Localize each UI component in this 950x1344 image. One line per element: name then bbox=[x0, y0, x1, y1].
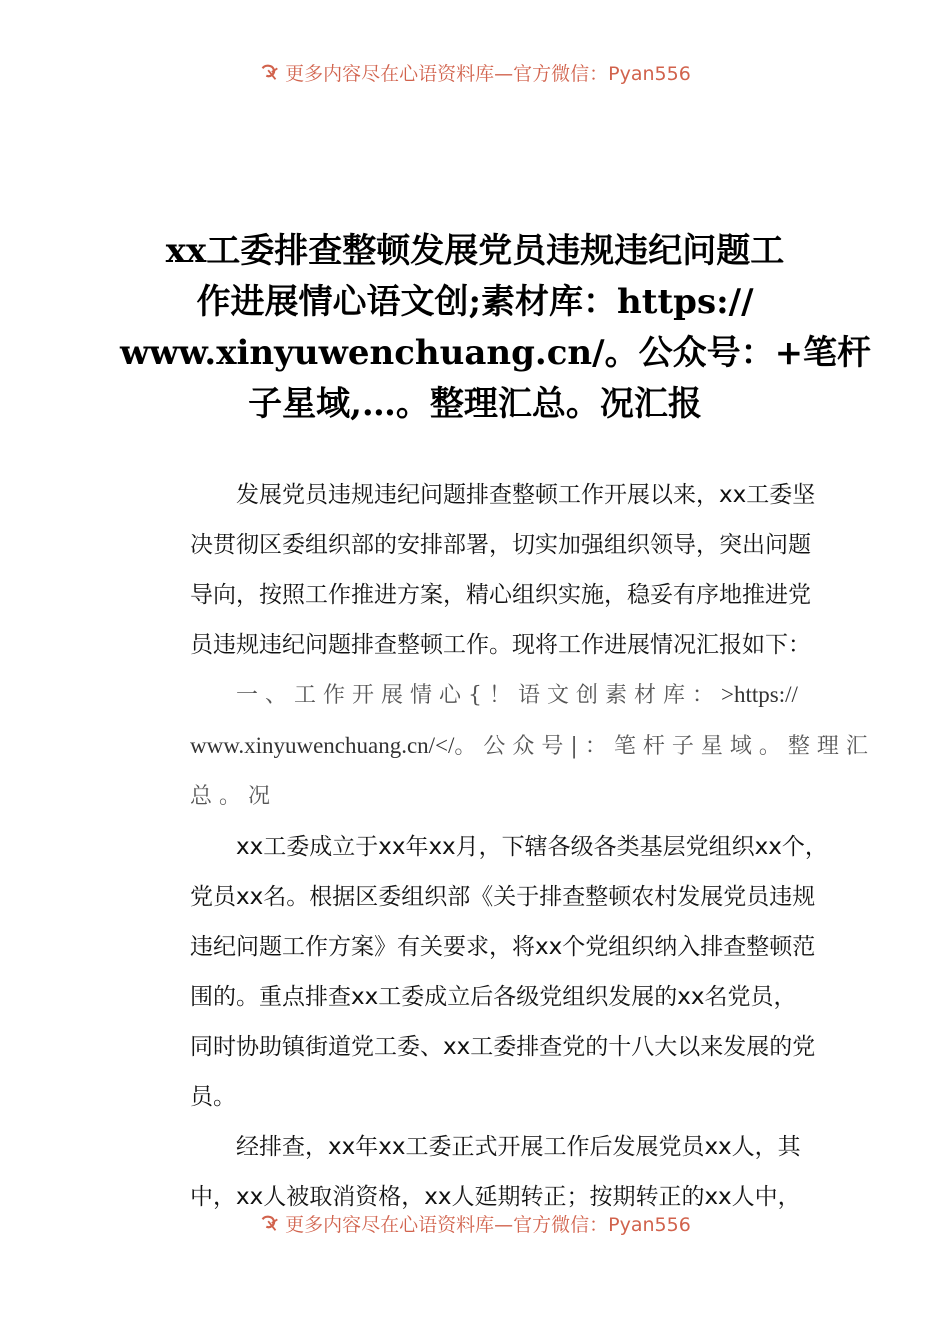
text-line: 决贯彻区委组织部的安排部署，切实加强组织领导，突出问题 bbox=[190, 532, 811, 558]
section-text: 一、工作开展情心{！语文创素材库： bbox=[236, 683, 721, 708]
watermark-logo-icon bbox=[259, 1212, 281, 1234]
title-line: www.xinyuwenchuang.cn/。公众号：+笔杆 bbox=[120, 333, 872, 373]
section-heading-1 bbox=[144, 670, 875, 822]
section-text: 。公众号|：笔杆子星域。整理汇 bbox=[454, 734, 875, 759]
text-line: xx工委成立于xx年xx月，下辖各级各类基层党组织xx个， bbox=[236, 834, 828, 860]
section-url: >https:// bbox=[721, 682, 798, 707]
text-line: 同时协助镇街道党工委、xx工委排查党的十八大以来发展的党 bbox=[190, 1034, 816, 1060]
document-body bbox=[144, 470, 875, 1222]
title-line: 作进展情心语文创;素材库：https:// bbox=[196, 282, 754, 322]
section-line bbox=[144, 721, 875, 772]
text-line: 导向，按照工作推进方案，精心组织实施，稳妥有序地推进党 bbox=[190, 582, 811, 608]
watermark-text: 更多内容尽在心语资料库—官方微信：Pyan556 bbox=[285, 62, 691, 84]
watermark-logo-icon bbox=[259, 61, 281, 83]
section-line bbox=[144, 670, 824, 721]
text-line: 发展党员违规违纪问题排查整顿工作开展以来，xx工委坚 bbox=[236, 482, 816, 508]
text-line: 党员xx名。根据区委组织部《关于排查整顿农村发展党员违规 bbox=[190, 884, 816, 910]
section-line: 总。况 bbox=[190, 784, 278, 809]
section-url: www.xinyuwenchuang.cn/</ bbox=[190, 733, 455, 758]
watermark-text: 更多内容尽在心语资料库—官方微信：Pyan556 bbox=[285, 1213, 691, 1235]
title-line: 子星域,…。整理汇总。况汇报 bbox=[248, 384, 702, 424]
text-line: 围的。重点排查xx工委成立后各级党组织发展的xx名党员， bbox=[190, 984, 797, 1010]
title-line: xx工委排查整顿发展党员违规违纪问题工 bbox=[165, 231, 785, 271]
text-line: 经排查，xx年xx工委正式开展工作后发展党员xx人，其 bbox=[236, 1134, 801, 1160]
document-title bbox=[120, 226, 872, 430]
footer-watermark bbox=[0, 1207, 950, 1235]
paragraph-overview bbox=[144, 822, 828, 1122]
header-watermark bbox=[0, 56, 950, 84]
text-line: 违纪问题工作方案》有关要求，将xx个党组织纳入排查整顿范 bbox=[190, 934, 816, 960]
text-line: 员。 bbox=[190, 1084, 236, 1110]
text-line: 员违规违纪问题排查整顿工作。现将工作进展情况汇报如下： bbox=[190, 632, 811, 658]
paragraph-intro bbox=[144, 470, 824, 670]
text-line: 中，xx人被取消资格，xx人延期转正；按期转正的xx人中， bbox=[190, 1184, 801, 1210]
